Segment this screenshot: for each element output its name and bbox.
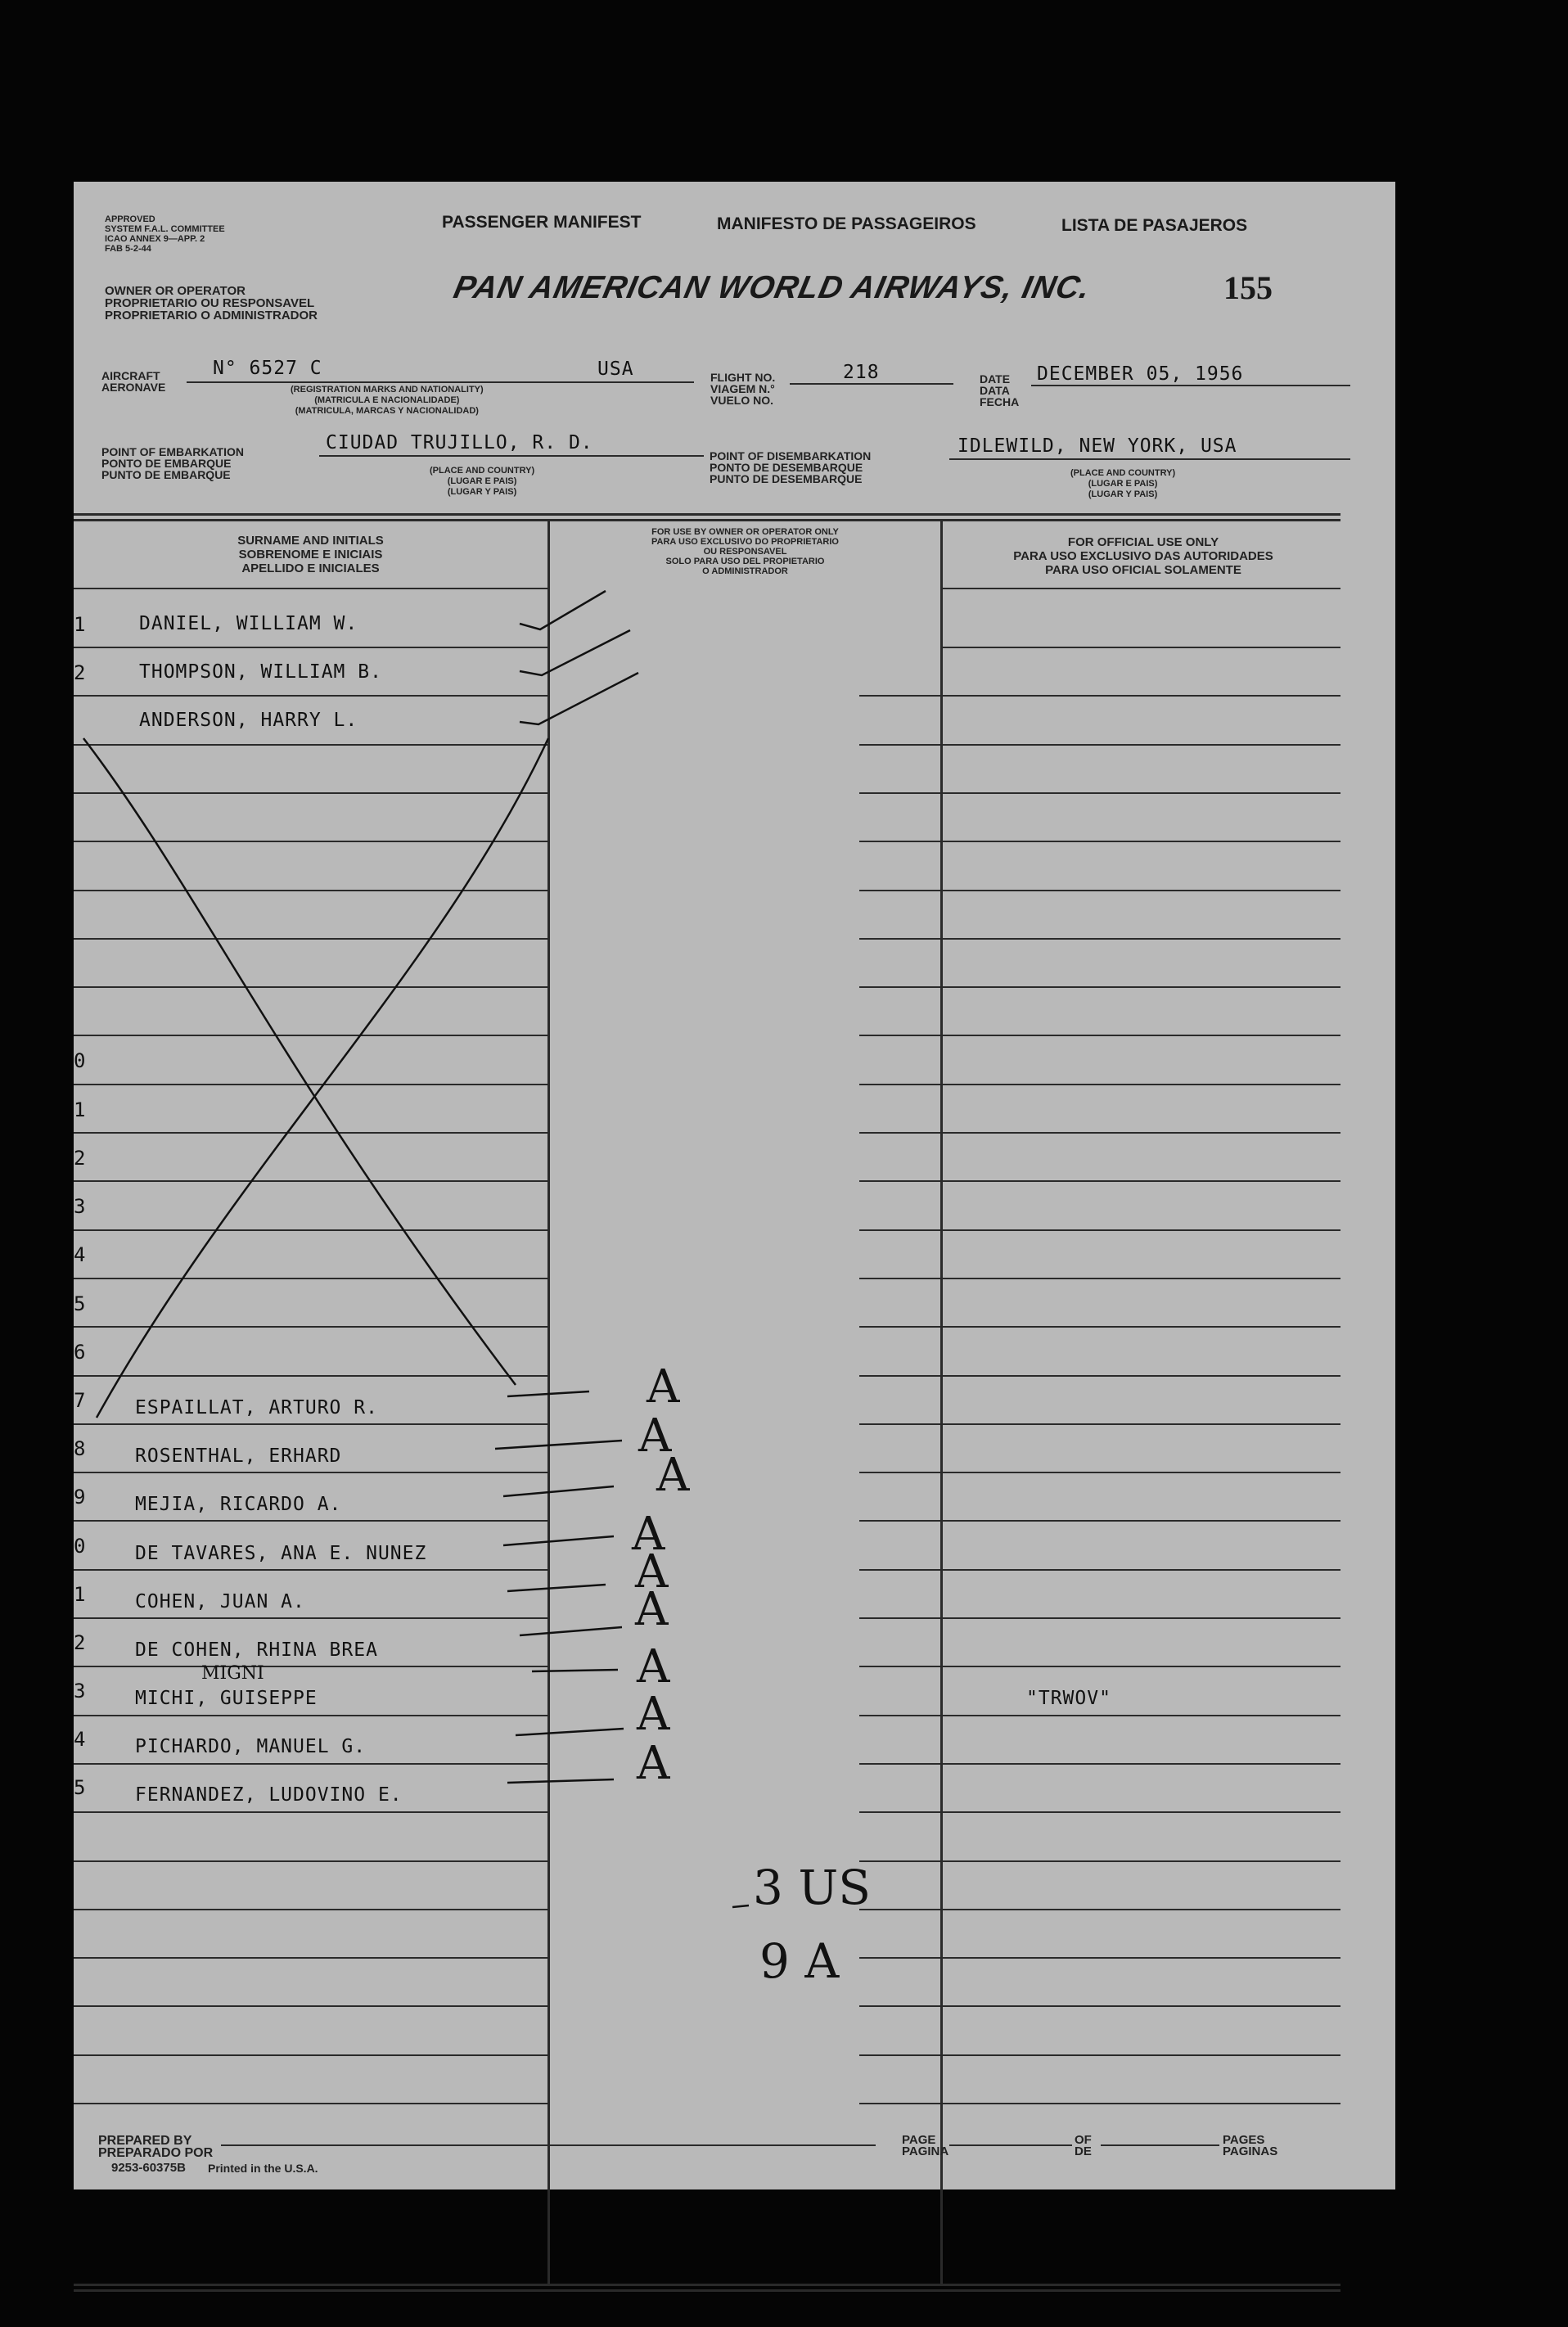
row-number: 1 (74, 1098, 86, 1121)
dash-mark (516, 1729, 624, 1735)
footer-of-line: OF (1075, 2133, 1092, 2147)
passenger-name: ANDERSON, HARRY L. (139, 710, 358, 731)
col-header-line: PARA USO EXCLUSIVO DAS AUTORIDADES (1013, 549, 1273, 563)
row-number: 9 (74, 1486, 86, 1508)
passenger-name: DANIEL, WILLIAM W. (139, 613, 358, 634)
footer-printed: Printed in the U.S.A. (208, 2162, 318, 2175)
place-sub-line: (LUGAR Y PAIS) (1088, 489, 1158, 499)
class-mark: A (632, 1508, 665, 1561)
footer-prepared-line: PREPARADO POR (98, 2146, 214, 2160)
check-mark (520, 673, 638, 724)
aircraft-nationality: USA (597, 359, 634, 380)
flight-number: 218 (843, 362, 880, 383)
passenger-name: MEJIA, RICARDO A. (135, 1494, 342, 1515)
row-number: 6 (74, 1341, 86, 1364)
row-number: 2 (74, 1147, 86, 1170)
passenger-name: ROSENTHAL, ERHARD (135, 1445, 342, 1467)
disembark-label-line: POINT OF DISEMBARKATION (710, 449, 872, 462)
place-sub-line: (PLACE AND COUNTRY) (1070, 468, 1176, 478)
aircraft-sub-line: (MATRICULA, MARCAS Y NACIONALIDAD) (295, 406, 479, 416)
footer-form-number: 9253-60375B (111, 2161, 186, 2175)
dash-mark (507, 1585, 606, 1591)
aircraft-registration: N° 6527 C (213, 358, 322, 379)
col-header-line: APELLIDO E INICIALES (241, 561, 380, 575)
passenger-name: DE TAVARES, ANA E. NUNEZ (135, 1543, 427, 1564)
row-number: 2 (74, 1631, 86, 1654)
aircraft-label-line: AIRCRAFT (101, 369, 160, 382)
class-mark: A (656, 1449, 690, 1502)
place-sub-line: (LUGAR E PAIS) (447, 476, 517, 486)
aircraft-label-line: AERONAVE (101, 381, 166, 394)
row-number: 1 (74, 613, 86, 636)
footer-page-line: PAGINA (902, 2144, 949, 2158)
footer-pages-line: PAGINAS (1223, 2144, 1278, 2158)
approval-line: ICAO ANNEX 9—APP. 2 (105, 234, 205, 244)
row-number: 0 (74, 1049, 86, 1072)
col-header-line: FOR USE BY OWNER OR OPERATOR ONLY (651, 527, 839, 537)
place-sub-line: (PLACE AND COUNTRY) (430, 466, 535, 476)
row-number: 1 (74, 1583, 86, 1606)
owner-label-line: PROPRIETARIO O ADMINISTRADOR (105, 309, 318, 322)
flight-date: DECEMBER 05, 1956 (1037, 363, 1244, 385)
disembark-label-line: PONTO DE DESEMBARQUE (710, 461, 863, 474)
dash-mark (503, 1486, 614, 1496)
dash-mark (507, 1391, 589, 1396)
date-label-line: DATE (980, 372, 1011, 386)
handwritten-correction: MIGNI (201, 1663, 264, 1684)
class-mark: A (637, 1640, 670, 1693)
operator-name: PAN AMERICAN WORLD AIRWAYS, INC. (450, 270, 1094, 305)
footer-prepared (98, 2135, 213, 2159)
approval-line: SYSTEM F.A.L. COMMITTEE (105, 224, 225, 234)
class-mark: A (635, 1545, 669, 1599)
col-header-line: FOR OFFICIAL USE ONLY (1067, 535, 1219, 549)
date-label-line: FECHA (980, 395, 1020, 408)
official-note: "TRWOV" (1026, 1688, 1111, 1709)
embark-label-line: POINT OF EMBARKATION (101, 445, 244, 458)
footer-prepared-line: PREPARED BY (98, 2134, 192, 2148)
col-header-line: OU RESPONSAVEL (703, 547, 787, 557)
col-header-line: SOLO PARA USO DEL PROPIETARIO (665, 557, 825, 566)
passenger-name: ESPAILLAT, ARTURO R. (135, 1397, 378, 1418)
passenger-name: DE COHEN, RHINA BREA (135, 1639, 378, 1661)
tally-a: 9 A (759, 1933, 840, 1989)
embark-label-line: PONTO DE EMBARQUE (101, 457, 232, 470)
flight-label-line: FLIGHT NO. (710, 371, 776, 384)
passenger-name: PICHARDO, MANUEL G. (135, 1736, 367, 1757)
class-mark: A (635, 1583, 669, 1636)
class-mark: A (647, 1360, 680, 1414)
title-en: PASSENGER MANIFEST (442, 213, 642, 232)
row-number: 3 (74, 1195, 86, 1218)
approval-line: FAB 5-2-44 (105, 244, 151, 254)
cross-out-line (97, 738, 548, 1418)
date-label-line: DATA (980, 384, 1010, 397)
col-header-line: PARA USO EXCLUSIVO DO PROPRIETARIO (651, 537, 839, 547)
flight-label-line: VUELO NO. (710, 394, 774, 407)
manifest-sheet (74, 182, 1395, 2189)
row-number: 8 (74, 1437, 86, 1460)
sheet-number: 155 (1223, 269, 1273, 306)
row-number: 4 (74, 1728, 86, 1751)
embark-label-line: PUNTO DE EMBARQUE (101, 468, 231, 481)
embark-place: CIUDAD TRUJILLO, R. D. (326, 432, 593, 453)
footer-of (1075, 2135, 1092, 2158)
passenger-name: THOMPSON, WILLIAM B. (139, 661, 382, 683)
aircraft-sub-line: (REGISTRATION MARKS AND NATIONALITY) (291, 385, 484, 395)
place-sub-line: (LUGAR E PAIS) (1088, 479, 1158, 489)
row-number: 2 (74, 661, 86, 684)
row-number: 4 (74, 1243, 86, 1266)
flight-label-line: VIAGEM N.° (710, 382, 775, 395)
footer-page (902, 2135, 948, 2158)
cross-out-line (83, 738, 516, 1385)
row-number: 3 (74, 1680, 86, 1702)
class-mark: A (638, 1409, 672, 1463)
approval-line: APPROVED (105, 214, 155, 224)
col-header-line: SOBRENOME E INICIAIS (238, 548, 383, 561)
passenger-name: FERNANDEZ, LUDOVINO E. (135, 1784, 403, 1806)
aircraft-sub-line: (MATRICULA E NACIONALIDADE) (314, 395, 460, 405)
title-es: LISTA DE PASAJEROS (1061, 216, 1248, 235)
row-number: 7 (74, 1389, 86, 1412)
passenger-name: COHEN, JUAN A. (135, 1591, 305, 1612)
title-pt: MANIFESTO DE PASSAGEIROS (717, 214, 976, 233)
dash-mark (732, 1905, 749, 1907)
class-mark: A (637, 1688, 670, 1741)
dash-mark (495, 1441, 622, 1449)
dash-mark (532, 1670, 618, 1671)
row-number: 0 (74, 1535, 86, 1558)
disembark-place: IDLEWILD, NEW YORK, USA (957, 435, 1237, 457)
passenger-name: MICHI, GUISEPPE (135, 1688, 318, 1709)
row-number: 5 (74, 1292, 86, 1315)
check-mark (520, 591, 606, 629)
dash-mark (520, 1627, 622, 1635)
col-header-line: PARA USO OFICIAL SOLAMENTE (1045, 563, 1241, 577)
dash-mark (507, 1779, 614, 1783)
handwritten-strokes (74, 182, 1395, 2189)
footer-page-line: PAGE (902, 2133, 936, 2147)
check-mark (520, 630, 630, 675)
class-mark: A (637, 1737, 670, 1790)
dash-mark (503, 1536, 614, 1545)
tally-us: 3 US (753, 1860, 871, 1915)
owner-label-line: OWNER OR OPERATOR (105, 284, 246, 298)
col-header-line: O ADMINISTRADOR (702, 566, 788, 576)
footer-of-line: DE (1075, 2144, 1092, 2158)
footer-pages (1223, 2135, 1277, 2158)
disembark-label-line: PUNTO DE DESEMBARQUE (710, 472, 863, 485)
place-sub-line: (LUGAR Y PAIS) (447, 487, 517, 497)
row-number: 5 (74, 1776, 86, 1799)
owner-label-line: PROPRIETARIO OU RESPONSAVEL (105, 296, 315, 310)
col-header-line: SURNAME AND INITIALS (237, 534, 384, 548)
footer-pages-line: PAGES (1223, 2133, 1265, 2147)
